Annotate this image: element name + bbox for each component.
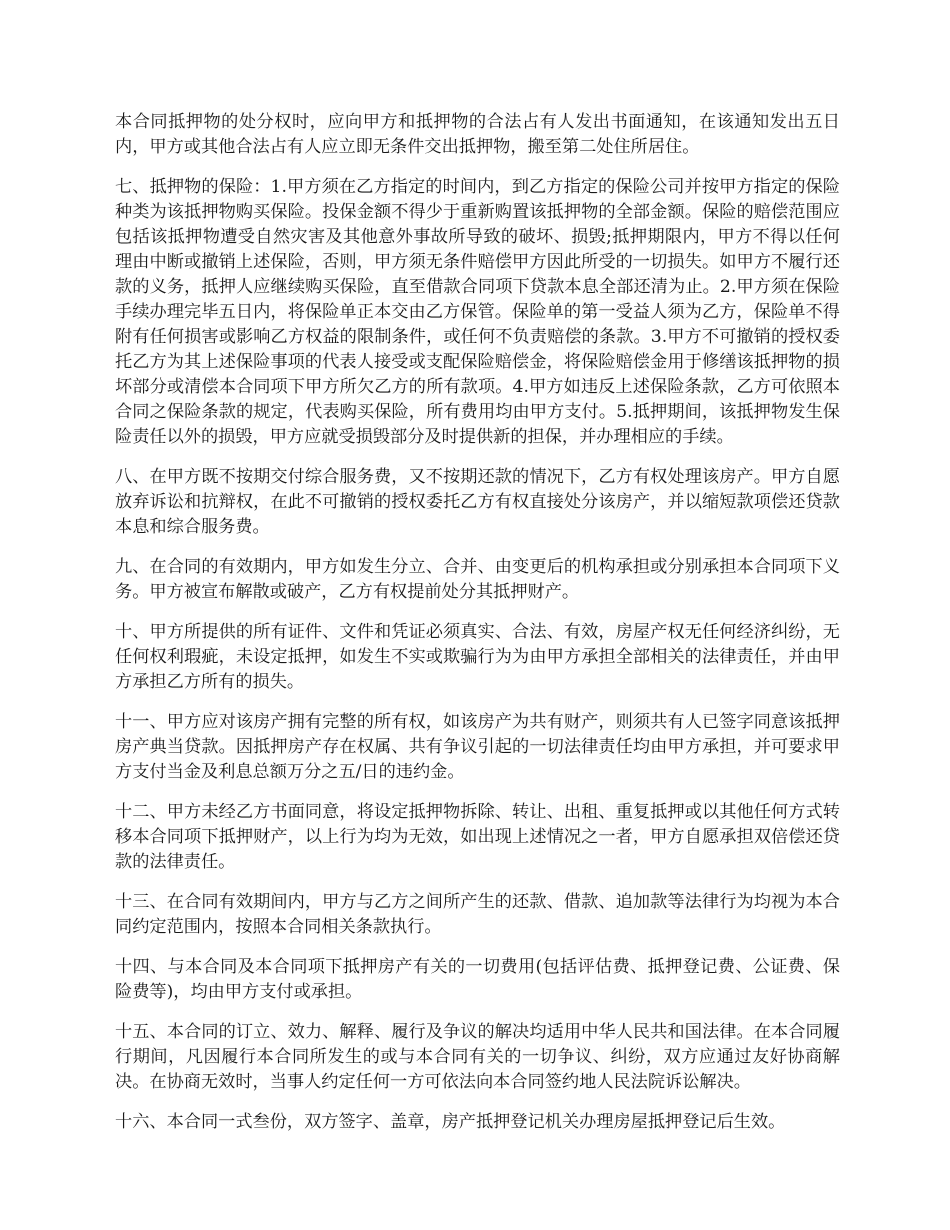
clause-14-fees: 十四、与本合同及本合同项下抵押房产有关的一切费用(包括评估费、抵押登记费、公证费、保险费等)，均由甲方支付或承担。 (115, 957, 840, 1002)
clause-10-document-authenticity: 十、甲方所提供的所有证件、文件和凭证必须真实、合法、有效，房屋产权无任何经济纠纷，无任何权利瑕疵，未设定抵押，如发生不实或欺骗行为为由甲方承担全部相关的法律责任，并由甲方承担乙方所有的损失。 (115, 622, 840, 692)
clause-8-default-disposal: 八、在甲方既不按期交付综合服务费，又不按期还款的情况下，乙方有权处理该房产。甲方自愿放弃诉讼和抗辩权，在此不可撤销的授权委托乙方有权直接处分该房产，并以缩短款项偿还贷款本息和综合服务费。 (115, 467, 840, 537)
clause-7-insurance: 七、抵押物的保险：1.甲方须在乙方指定的时间内，到乙方指定的保险公司并按甲方指定的保险种类为该抵押物购买保险。投保金额不得少于重新购置该抵押物的全部金额。保险的赔偿范围应包括该抵押物遭受自然灾害及其他意外事故所导致的破坏、损毁;抵押期限内，甲方不得以任何理由中断或撤销上述保险，否则，甲方须无条件赔偿甲方因此所受的一切损失。如甲方不履行还款的义务，抵押人应继续购买保险，直至借款合同项下贷款本息全部还清为止。2.甲方须在保险手续办理完毕五日内，将保险单正本交由乙方保管。保险单的第一受益人须为乙方，保险单不得附有任何损害或影响乙方权益的限制条件，或任何不负责赔偿的条款。3.甲方不可撤销的授权委托乙方为其上述保险事项的代表人接受或支配保险赔偿金，将保险赔偿金用于修缮该抵押物的损坏部分或清偿本合同项下甲方所欠乙方的所有款项。4.甲方如违反上述保险条款，乙方可依照本合同之保险条款的规定，代表购买保险，所有费用均由甲方支付。5.抵押期间，该抵押物发生保险责任以外的损毁，甲方应就受损毁部分及时提供新的担保，并办理相应的手续。 (115, 177, 840, 447)
clause-15-governing-law: 十五、本合同的订立、效力、解释、履行及争议的解决均适用中华人民共和国法律。在本合同履行期间，凡因履行本合同所发生的或与本合同有关的一切争议、纠纷，双方应通过友好协商解决。在协商无效时，当事人约定任何一方可依法向本合同签约地人民法院诉讼解决。 (115, 1022, 840, 1092)
document-page (115, 110, 840, 1150)
clause-13-scope: 十三、在合同有效期间内，甲方与乙方之间所产生的还款、借款、追加款等法律行为均视为本合同约定范围内，按照本合同相关条款执行。 (115, 892, 840, 937)
clause-12-transfer-restriction: 十二、甲方未经乙方书面同意，将设定抵押物拆除、转让、出租、重复抵押或以其他任何方式转移本合同项下抵押财产，以上行为均为无效，如出现上述情况之一者，甲方自愿承担双倍偿还贷款的法律责任。 (115, 802, 840, 872)
clause-11-ownership: 十一、甲方应对该房产拥有完整的所有权，如该房产为共有财产，则须共有人已签字同意该抵押房产典当贷款。因抵押房产存在权属、共有争议引起的一切法律责任均由甲方承担，并可要求甲方支付当金及利息总额万分之五/日的违约金。 (115, 712, 840, 782)
clause-16-effectiveness: 十六、本合同一式叁份，双方签字、盖章，房产抵押登记机关办理房屋抵押登记后生效。 (115, 1112, 786, 1132)
clause-9-restructuring: 九、在合同的有效期内，甲方如发生分立、合并、由变更后的机构承担或分别承担本合同项下义务。甲方被宣布解散或破产，乙方有权提前处分其抵押财产。 (115, 557, 840, 602)
clause-continuation-disposal: 本合同抵押物的处分权时，应向甲方和抵押物的合法占有人发出书面通知，在该通知发出五日内，甲方或其他合法占有人应立即无条件交出抵押物，搬至第二处住所居住。 (115, 112, 840, 157)
